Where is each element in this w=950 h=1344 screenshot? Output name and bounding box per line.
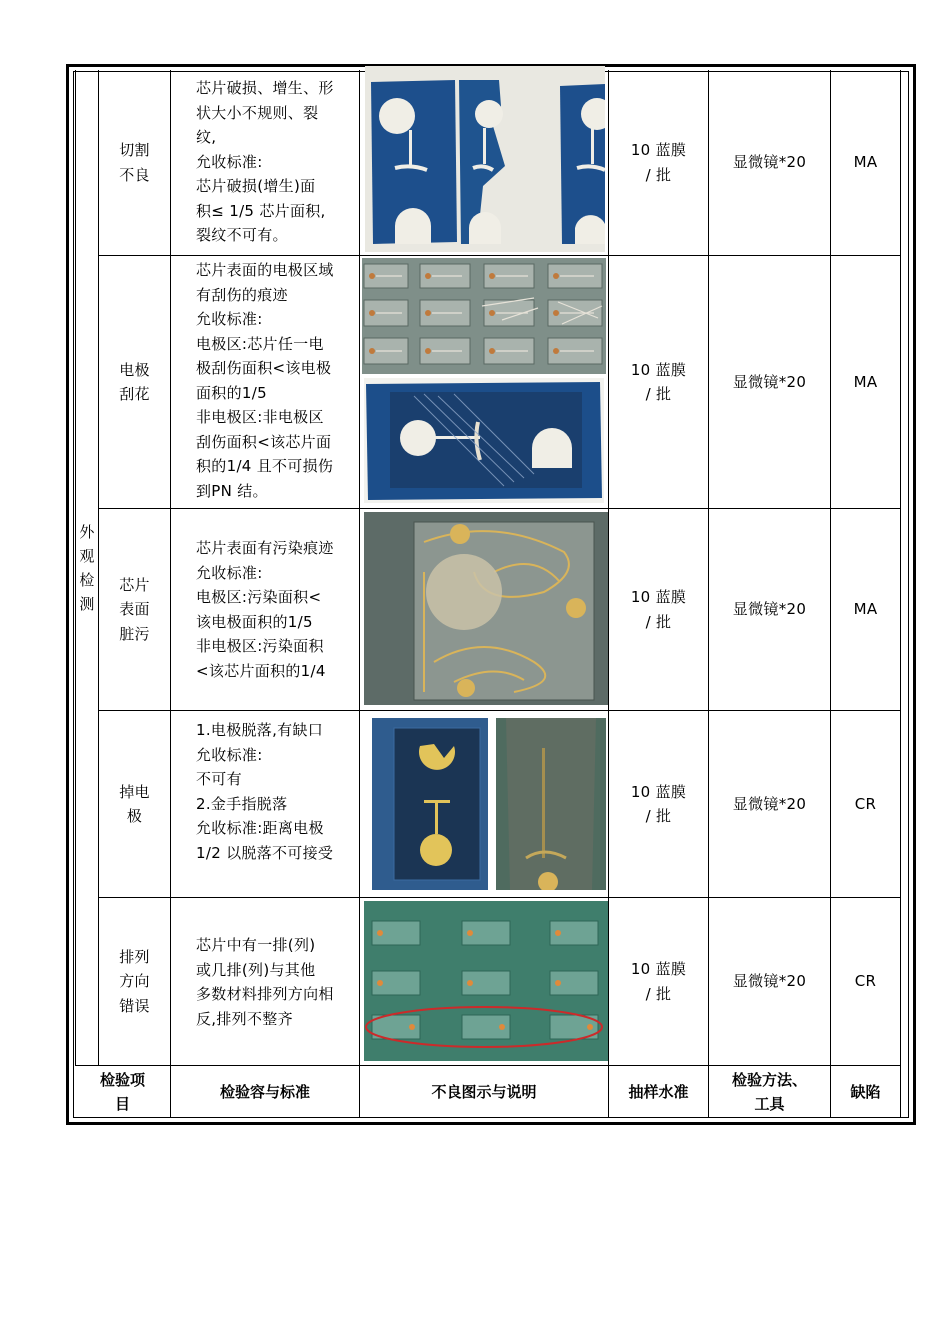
desc-line: 到PN 结。 [196, 481, 268, 500]
desc-line: 刮伤面积<该芯片面 [196, 432, 332, 451]
method-text: 显微镜*20 [732, 600, 807, 619]
row-item-cell [99, 509, 171, 711]
defect-level: MA [853, 372, 878, 391]
desc-line: 允收标准: [196, 563, 263, 582]
contaminated-chip-photo [364, 512, 608, 705]
sampling-line: 10 蓝膜 [630, 588, 687, 606]
desc-line: 积的1/4 且不可损伤 [196, 457, 334, 475]
item-line: 切割 [119, 141, 150, 159]
item-line: 排列 [119, 947, 150, 966]
sampling-line: / 批 [645, 165, 672, 184]
sampling-line: 10 蓝膜 [630, 782, 687, 801]
desc-line: 电极区:芯片任一电 [196, 334, 324, 353]
row-item-cell [99, 70, 171, 256]
sampling-line: / 批 [645, 984, 672, 1003]
cut-chip-photo [365, 66, 605, 252]
row-sampling-cell [609, 898, 709, 1066]
desc-line: 纹, [196, 128, 217, 146]
item-line: 刮花 [119, 385, 150, 403]
header-text: 抽样水准 [628, 1082, 689, 1101]
header-text: 工具 [754, 1094, 785, 1113]
desc-line: 芯片中有一排(列) [196, 936, 316, 954]
item-line: 表面 [119, 600, 150, 619]
row-sampling-cell [609, 256, 709, 509]
header-method [709, 1066, 831, 1117]
header-illustration [360, 1066, 609, 1117]
sampling-line: 10 蓝膜 [630, 360, 687, 379]
header-text: 目 [114, 1094, 130, 1113]
row-item-cell [99, 711, 171, 898]
row-desc-cell [171, 898, 360, 1066]
category-cell [75, 70, 99, 1066]
method-text: 显微镜*20 [732, 153, 807, 172]
desc-line: 反,排列不整齐 [196, 1009, 293, 1028]
row-desc-cell [171, 711, 360, 898]
header-item [75, 1066, 171, 1117]
desc-line: 允收标准: [196, 745, 263, 764]
method-text: 显微镜*20 [732, 372, 807, 391]
item-line: 不良 [119, 165, 150, 184]
header-defect [831, 1066, 901, 1117]
row-defect-cell [831, 898, 901, 1066]
row-defect-cell [831, 256, 901, 509]
desc-line: 面积的1/5 [196, 383, 267, 402]
desc-line: 芯片破损、增生、形 [196, 79, 334, 97]
row-method-cell [709, 711, 831, 898]
desc-line: 非电极区:非电极区 [196, 408, 324, 426]
desc-line: 有刮伤的痕迹 [196, 285, 288, 304]
desc-line: 允收标准: [196, 152, 263, 171]
row-sampling-cell [609, 70, 709, 256]
desc-line: 裂纹不可有。 [196, 226, 288, 244]
header-text: 检验容与标准 [219, 1082, 310, 1101]
item-line: 脏污 [119, 624, 150, 643]
row-method-cell [709, 898, 831, 1066]
desc-line: 1/2 以脱落不可接受 [196, 843, 334, 862]
row-method-cell [709, 256, 831, 509]
item-line: 掉电 [119, 782, 150, 801]
row-sampling-cell [609, 509, 709, 711]
header-sampling [609, 1066, 709, 1117]
misaligned-array-photo [364, 901, 608, 1061]
header-text: 不良图示与说明 [431, 1082, 537, 1101]
category-label: 外观检测 [79, 522, 95, 613]
desc-line: 状大小不规则、裂 [196, 103, 319, 122]
item-line: 电极 [119, 360, 150, 379]
scratched-chip-photo [364, 378, 604, 503]
row-item-cell [99, 256, 171, 509]
desc-line: 芯片破损(增生)面 [196, 177, 316, 195]
item-line: 芯片 [119, 575, 150, 594]
sampling-line: 10 蓝膜 [630, 960, 687, 978]
desc-line: 非电极区:污染面积 [196, 637, 324, 655]
scratched-array-photo [362, 258, 606, 374]
row-defect-cell [831, 70, 901, 256]
sampling-line: / 批 [645, 807, 672, 825]
desc-line: 电极区:污染面积< [196, 588, 322, 606]
desc-line: 2.金手指脱落 [196, 794, 288, 813]
desc-line: 允收标准:距离电极 [196, 819, 324, 837]
sampling-line: 10 蓝膜 [630, 141, 687, 159]
item-line: 方向 [119, 972, 150, 991]
row-desc-cell [171, 256, 360, 509]
row-desc-cell [171, 70, 360, 256]
desc-line: 极刮伤面积<该电极 [196, 359, 332, 377]
header-text: 检验方法、 [731, 1070, 807, 1089]
desc-line: 或几排(列)与其他 [196, 960, 316, 979]
method-text: 显微镜*20 [732, 972, 807, 991]
method-text: 显微镜*20 [732, 794, 807, 813]
desc-line: <该芯片面积的1/4 [196, 661, 326, 680]
row-method-cell [709, 509, 831, 711]
desc-line: 芯片表面有污染痕迹 [196, 539, 334, 557]
desc-line: 积≤ 1/5 芯片面积, [196, 201, 326, 220]
row-defect-cell [831, 711, 901, 898]
defect-level: MA [853, 600, 878, 619]
item-line: 错误 [119, 996, 150, 1015]
desc-line: 不可有 [196, 770, 242, 788]
row-sampling-cell [609, 711, 709, 898]
header-text: 缺陷 [850, 1082, 881, 1101]
row-desc-cell [171, 509, 360, 711]
header-content [171, 1066, 360, 1117]
defect-level: CR [854, 794, 877, 813]
item-line: 极 [126, 807, 143, 825]
row-method-cell [709, 70, 831, 256]
header-text: 检验项 [99, 1070, 145, 1089]
desc-line: 该电极面积的1/5 [196, 612, 313, 631]
desc-line: 允收标准: [196, 310, 263, 328]
missing-electrode-photo [372, 718, 488, 890]
defect-level: CR [854, 972, 877, 991]
desc-line: 多数材料排列方向相 [196, 985, 334, 1003]
sampling-line: / 批 [645, 612, 672, 631]
row-defect-cell [831, 509, 901, 711]
defect-level: MA [853, 153, 878, 172]
desc-line: 1.电极脱落,有缺口 [196, 721, 324, 739]
row-item-cell [99, 898, 171, 1066]
desc-line: 芯片表面的电极区域 [196, 261, 334, 279]
gold-finger-photo [496, 718, 606, 890]
sampling-line: / 批 [645, 385, 672, 403]
